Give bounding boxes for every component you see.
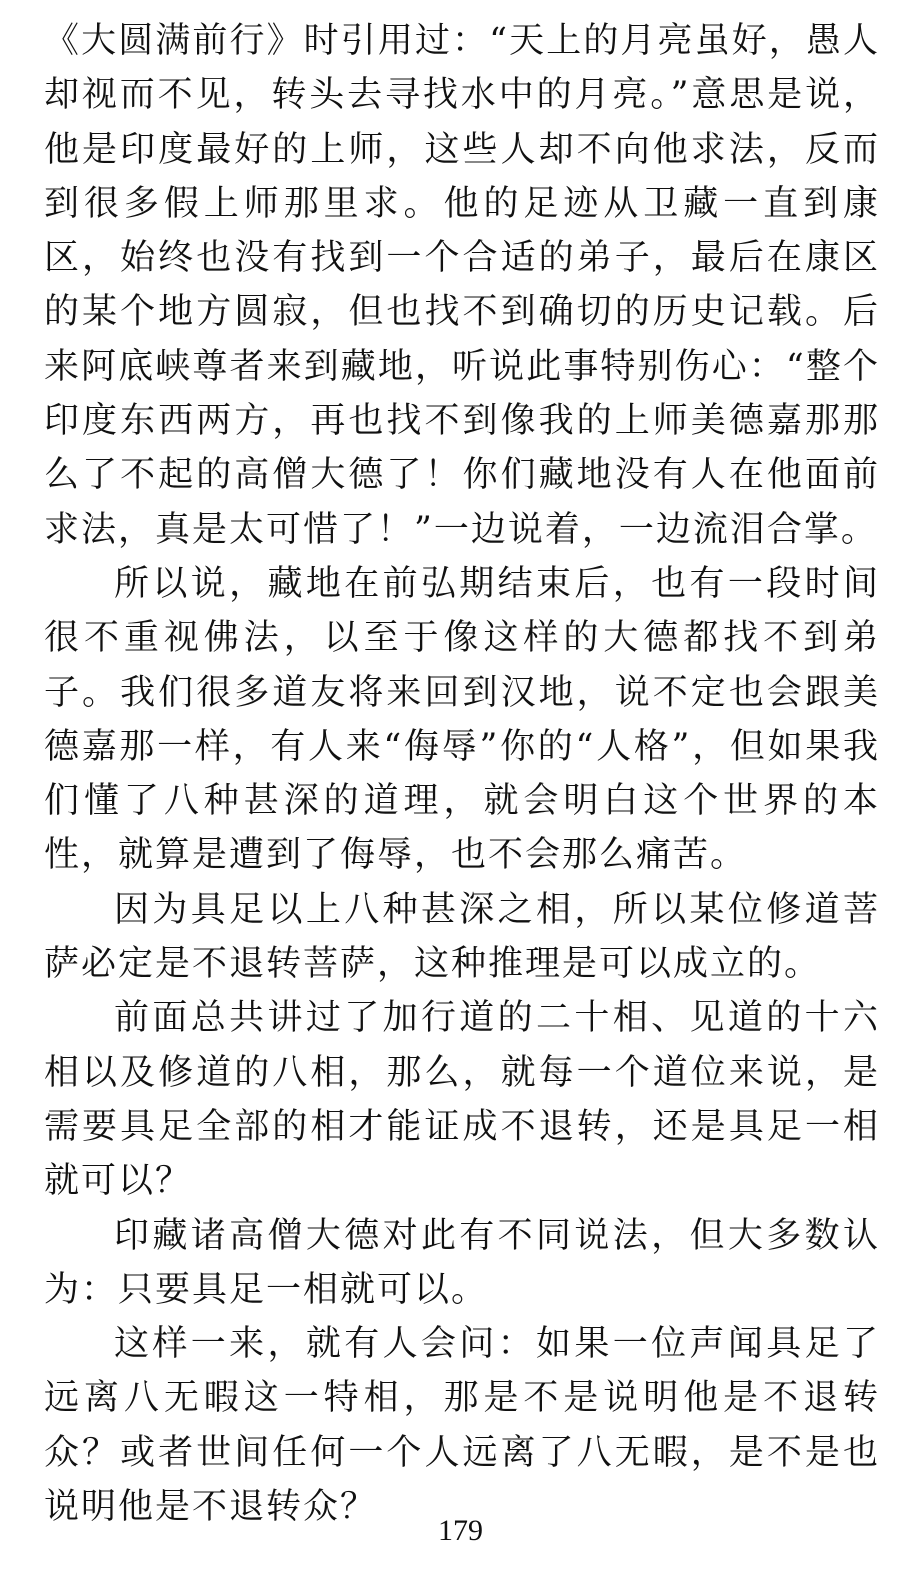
paragraph-4: 前面总共讲过了加行道的二十相、见道的十六相以及修道的八相，那么，就每一个道位来说，是需要具足全部的相才能证成不退转，还是具足一相就可以？ [44,998,880,1202]
document-body [44,14,880,1534]
paragraph-2: 所以说，藏地在前弘期结束后，也有一段时间很不重视佛法，以至于像这样的大德都找不到弟子。我们很多道友将来回到汉地，说不定也会跟美德嘉那一样，有人来“侮辱”你的“人格”，但如果我们懂了八种甚深的道理，就会明白这个世界的本性，就算是遭到了侮辱，也不会那么痛苦。 [44,563,880,876]
paragraph-3: 因为具足以上八种甚深之相，所以某位修道菩萨必定是不退转菩萨，这种推理是可以成立的。 [44,889,880,985]
page-number: 179 [438,1514,483,1547]
paragraph-5: 印藏诸高僧大德对此有不同说法，但大多数认为：只要具足一相就可以。 [44,1215,880,1310]
paragraph-6: 这样一来，就有人会问：如果一位声闻具足了远离八无暇这一特相，那是不是说明他是不退转众？或者世间任何一个人远离了八无暇，是不是也说明他是不退转众？ [44,1324,880,1528]
paragraph-1: 《大圆满前行》时引用过：“天上的月亮虽好，愚人却视而不见，转头去寻找水中的月亮。”意思是说，他是印度最好的上师，这些人却不向他求法，反而到很多假上师那里求。他的足迹从卫藏一直到康区，始终也没有找到一个合适的弟子，最后在康区的某个地方圆寂，但也找不到确切的历史记载。后来阿底峡尊者来到藏地，听说此事特别伤心：“整个印度东西两方，再也找不到像我的上师美德嘉那那么了不起的高僧大德了！你们藏地没有人在他面前求法，真是太可惜了！”一边说着，一边流泪合掌。 [44,21,880,550]
